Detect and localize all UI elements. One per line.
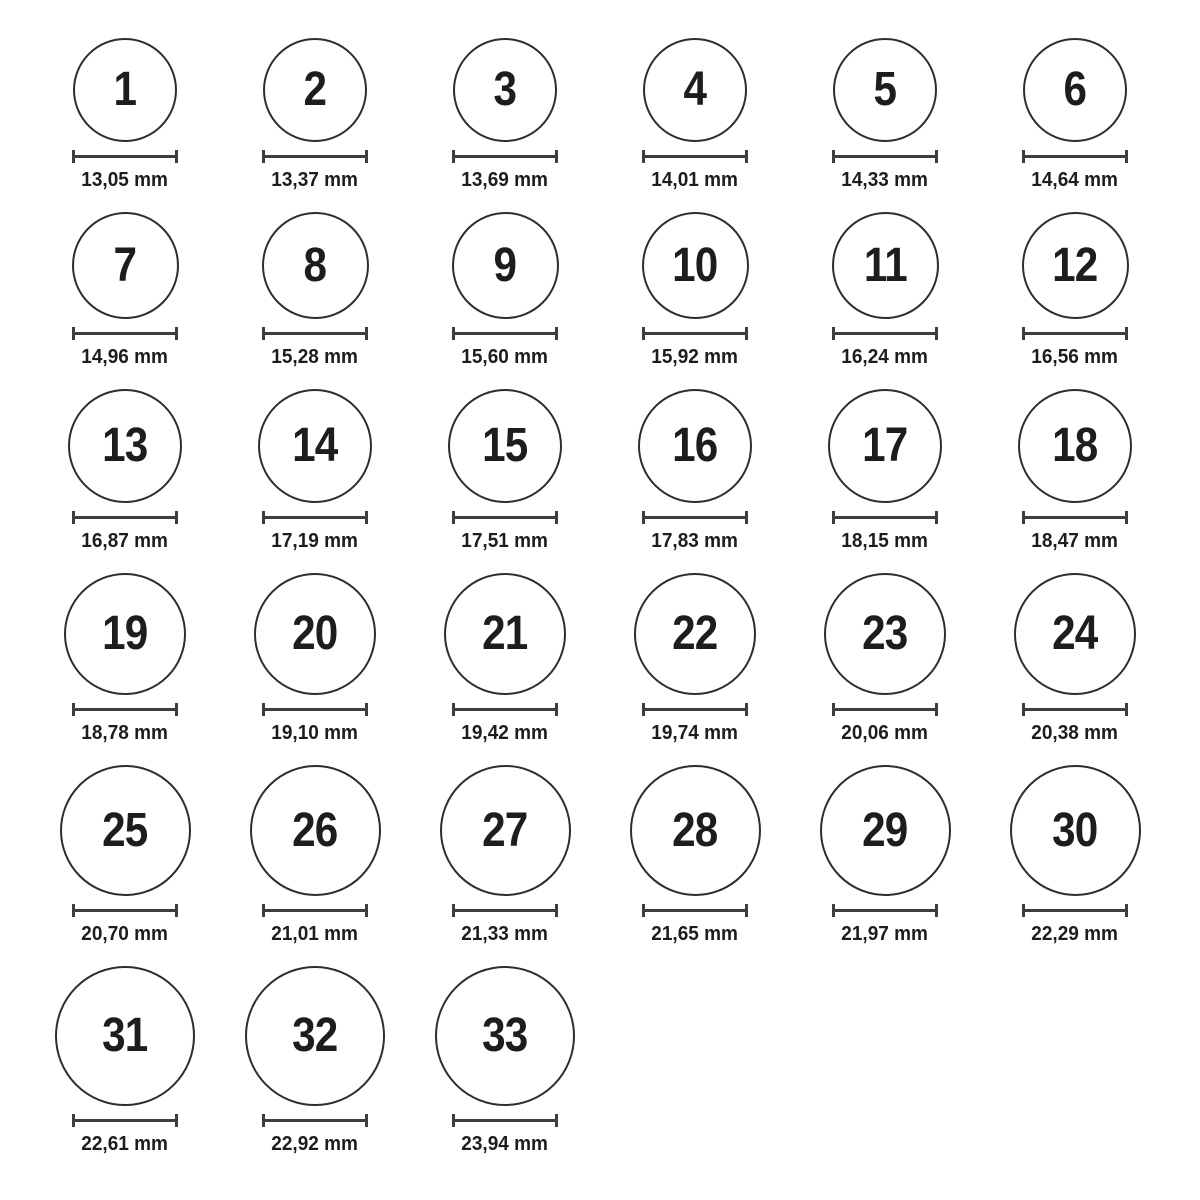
diameter-label: 14,96 mm bbox=[81, 346, 169, 368]
size-circle bbox=[1014, 573, 1136, 695]
diameter-label: 21,97 mm bbox=[841, 923, 929, 945]
size-number: 21 bbox=[482, 607, 528, 660]
size-number: 6 bbox=[1063, 63, 1087, 116]
diameter-measure-line bbox=[72, 511, 178, 524]
diameter-label: 19,74 mm bbox=[651, 722, 739, 744]
measure-bar bbox=[453, 1119, 557, 1122]
measure-bar bbox=[453, 332, 557, 335]
ring-size-cell bbox=[452, 212, 559, 369]
size-number: 32 bbox=[292, 1009, 338, 1062]
tick-right-icon bbox=[555, 904, 558, 917]
diameter-measure-line bbox=[642, 511, 748, 524]
ring-size-cell bbox=[258, 389, 372, 553]
diameter-label: 19,42 mm bbox=[461, 722, 549, 744]
measure-bar bbox=[73, 155, 177, 158]
size-number: 1 bbox=[113, 63, 137, 116]
measure-bar bbox=[73, 708, 177, 711]
measure-bar bbox=[833, 708, 937, 711]
tick-right-icon bbox=[555, 150, 558, 163]
diameter-label: 14,33 mm bbox=[841, 169, 929, 191]
tick-right-icon bbox=[365, 150, 368, 163]
ring-size-cell bbox=[72, 212, 179, 369]
ring-size-cell bbox=[634, 573, 756, 745]
diameter-measure-line bbox=[642, 150, 748, 163]
size-number: 27 bbox=[482, 803, 528, 857]
tick-right-icon bbox=[745, 511, 748, 524]
diameter-measure-line bbox=[262, 703, 368, 716]
diameter-label: 20,38 mm bbox=[1031, 722, 1119, 744]
size-circle bbox=[1023, 38, 1127, 142]
diameter-label: 17,51 mm bbox=[461, 530, 549, 552]
size-circle bbox=[258, 389, 372, 503]
tick-right-icon bbox=[935, 327, 938, 340]
size-number: 23 bbox=[862, 607, 908, 660]
measure-bar bbox=[73, 1119, 177, 1122]
measure-bar bbox=[833, 909, 937, 912]
diameter-label: 19,10 mm bbox=[271, 722, 359, 744]
diameter-label: 15,92 mm bbox=[651, 346, 739, 368]
diameter-label: 21,65 mm bbox=[651, 923, 739, 945]
tick-right-icon bbox=[175, 150, 178, 163]
tick-right-icon bbox=[935, 511, 938, 524]
diameter-measure-line bbox=[452, 1114, 558, 1127]
measure-bar bbox=[73, 332, 177, 335]
size-circle bbox=[642, 212, 749, 319]
diameter-label: 18,78 mm bbox=[81, 722, 169, 744]
size-circle bbox=[55, 966, 195, 1106]
size-number: 9 bbox=[493, 238, 517, 292]
ring-size-cell bbox=[828, 389, 942, 553]
diameter-label: 21,33 mm bbox=[461, 923, 549, 945]
size-number: 5 bbox=[873, 63, 897, 116]
tick-right-icon bbox=[745, 327, 748, 340]
ring-size-cell bbox=[1010, 765, 1141, 946]
size-number: 18 bbox=[1052, 419, 1098, 472]
measure-bar bbox=[263, 332, 367, 335]
measure-bar bbox=[643, 708, 747, 711]
diameter-measure-line bbox=[452, 150, 558, 163]
diameter-measure-line bbox=[642, 327, 748, 340]
ring-size-cell bbox=[254, 573, 376, 745]
size-circle bbox=[643, 38, 747, 142]
tick-right-icon bbox=[1125, 904, 1128, 917]
diameter-label: 18,47 mm bbox=[1031, 530, 1119, 552]
ring-size-cell bbox=[452, 38, 558, 192]
diameter-measure-line bbox=[832, 703, 938, 716]
ring-size-cell bbox=[444, 573, 566, 745]
size-circle bbox=[448, 389, 562, 503]
diameter-measure-line bbox=[832, 150, 938, 163]
diameter-label: 16,24 mm bbox=[841, 346, 929, 368]
measure-bar bbox=[453, 909, 557, 912]
tick-right-icon bbox=[935, 150, 938, 163]
diameter-measure-line bbox=[262, 511, 368, 524]
tick-right-icon bbox=[1125, 327, 1128, 340]
size-number: 3 bbox=[493, 63, 517, 116]
measure-bar bbox=[643, 332, 747, 335]
size-circle bbox=[444, 573, 566, 695]
diameter-measure-line bbox=[72, 904, 178, 917]
size-circle bbox=[832, 212, 939, 319]
size-circle bbox=[72, 212, 179, 319]
tick-right-icon bbox=[935, 904, 938, 917]
diameter-measure-line bbox=[452, 327, 558, 340]
measure-bar bbox=[643, 909, 747, 912]
measure-bar bbox=[643, 516, 747, 519]
size-number: 16 bbox=[672, 419, 718, 472]
size-circle bbox=[440, 765, 571, 896]
diameter-label: 14,01 mm bbox=[651, 169, 739, 191]
size-circle bbox=[824, 573, 946, 695]
diameter-measure-line bbox=[72, 150, 178, 163]
tick-right-icon bbox=[365, 327, 368, 340]
tick-right-icon bbox=[365, 904, 368, 917]
size-circle bbox=[634, 573, 756, 695]
measure-bar bbox=[1023, 708, 1127, 711]
ring-size-cell bbox=[1018, 389, 1132, 553]
diameter-measure-line bbox=[832, 904, 938, 917]
diameter-measure-line bbox=[262, 327, 368, 340]
measure-bar bbox=[263, 909, 367, 912]
measure-bar bbox=[1023, 155, 1127, 158]
size-circle bbox=[435, 966, 575, 1106]
ring-size-cell bbox=[638, 389, 752, 553]
ring-size-cell bbox=[1022, 212, 1129, 369]
size-number: 12 bbox=[1052, 238, 1098, 292]
size-circle bbox=[250, 765, 381, 896]
diameter-measure-line bbox=[832, 511, 938, 524]
diameter-label: 20,06 mm bbox=[841, 722, 929, 744]
tick-right-icon bbox=[1125, 511, 1128, 524]
diameter-label: 23,94 mm bbox=[461, 1133, 549, 1155]
tick-right-icon bbox=[175, 1114, 178, 1127]
diameter-measure-line bbox=[72, 327, 178, 340]
measure-bar bbox=[263, 516, 367, 519]
measure-bar bbox=[453, 155, 557, 158]
ring-size-cell bbox=[68, 389, 182, 553]
size-circle bbox=[452, 212, 559, 319]
diameter-measure-line bbox=[1022, 327, 1128, 340]
ring-size-cell bbox=[262, 38, 368, 192]
ring-size-cell bbox=[832, 212, 939, 369]
size-circle bbox=[820, 765, 951, 896]
diameter-label: 17,83 mm bbox=[651, 530, 739, 552]
size-number: 20 bbox=[292, 607, 338, 660]
diameter-measure-line bbox=[1022, 150, 1128, 163]
size-circle bbox=[1022, 212, 1129, 319]
tick-right-icon bbox=[745, 703, 748, 716]
tick-right-icon bbox=[365, 1114, 368, 1127]
size-circle bbox=[828, 389, 942, 503]
measure-bar bbox=[263, 155, 367, 158]
size-number: 24 bbox=[1052, 607, 1098, 660]
diameter-label: 22,61 mm bbox=[81, 1133, 169, 1155]
size-number: 7 bbox=[113, 238, 137, 292]
ring-size-cell bbox=[262, 212, 369, 369]
measure-bar bbox=[453, 708, 557, 711]
tick-right-icon bbox=[365, 511, 368, 524]
measure-bar bbox=[643, 155, 747, 158]
diameter-measure-line bbox=[832, 327, 938, 340]
tick-right-icon bbox=[555, 703, 558, 716]
ring-size-cell bbox=[245, 966, 385, 1156]
tick-right-icon bbox=[1125, 703, 1128, 716]
size-number: 17 bbox=[862, 419, 908, 472]
size-number: 8 bbox=[303, 238, 327, 292]
ring-size-cell bbox=[630, 765, 761, 946]
diameter-label: 16,87 mm bbox=[81, 530, 169, 552]
diameter-measure-line bbox=[72, 1114, 178, 1127]
size-circle bbox=[68, 389, 182, 503]
size-number: 4 bbox=[683, 63, 707, 116]
diameter-label: 22,92 mm bbox=[271, 1133, 359, 1155]
ring-size-cell bbox=[1014, 573, 1136, 745]
size-number: 15 bbox=[482, 419, 528, 472]
tick-right-icon bbox=[175, 511, 178, 524]
diameter-label: 14,64 mm bbox=[1031, 169, 1119, 191]
size-number: 31 bbox=[102, 1009, 148, 1062]
ring-size-cell bbox=[440, 765, 571, 946]
size-number: 26 bbox=[292, 803, 338, 857]
measure-bar bbox=[1023, 909, 1127, 912]
measure-bar bbox=[263, 708, 367, 711]
size-number: 29 bbox=[862, 803, 908, 857]
size-circle bbox=[1010, 765, 1141, 896]
size-circle bbox=[73, 38, 177, 142]
diameter-label: 13,37 mm bbox=[271, 169, 359, 191]
size-circle bbox=[630, 765, 761, 896]
ring-size-cell bbox=[72, 38, 178, 192]
diameter-measure-line bbox=[642, 904, 748, 917]
size-number: 25 bbox=[102, 803, 148, 857]
ring-size-cell bbox=[642, 38, 748, 192]
diameter-measure-line bbox=[72, 703, 178, 716]
tick-right-icon bbox=[745, 904, 748, 917]
diameter-measure-line bbox=[1022, 511, 1128, 524]
size-number: 33 bbox=[482, 1009, 528, 1062]
tick-right-icon bbox=[555, 327, 558, 340]
size-circle bbox=[638, 389, 752, 503]
ring-size-cell bbox=[64, 573, 186, 745]
ring-size-cell bbox=[642, 212, 749, 369]
size-number: 2 bbox=[303, 63, 327, 116]
size-number: 22 bbox=[672, 607, 718, 660]
size-circle bbox=[833, 38, 937, 142]
measure-bar bbox=[833, 155, 937, 158]
size-circle bbox=[263, 38, 367, 142]
size-number: 19 bbox=[102, 607, 148, 660]
measure-bar bbox=[73, 516, 177, 519]
ring-size-cell bbox=[824, 573, 946, 745]
diameter-measure-line bbox=[262, 150, 368, 163]
size-number: 11 bbox=[863, 238, 907, 292]
size-circle bbox=[60, 765, 191, 896]
diameter-label: 20,70 mm bbox=[81, 923, 169, 945]
tick-right-icon bbox=[175, 703, 178, 716]
ring-size-cell bbox=[55, 966, 195, 1156]
diameter-label: 18,15 mm bbox=[841, 530, 929, 552]
ring-size-cell bbox=[60, 765, 191, 946]
size-number: 13 bbox=[102, 419, 148, 472]
diameter-measure-line bbox=[262, 1114, 368, 1127]
size-number: 10 bbox=[672, 238, 718, 292]
measure-bar bbox=[453, 516, 557, 519]
size-number: 28 bbox=[672, 803, 718, 857]
ring-size-cell bbox=[448, 389, 562, 553]
size-circle bbox=[254, 573, 376, 695]
diameter-label: 13,05 mm bbox=[81, 169, 169, 191]
ring-size-cell bbox=[1022, 38, 1128, 192]
measure-bar bbox=[833, 332, 937, 335]
size-circle bbox=[262, 212, 369, 319]
tick-right-icon bbox=[935, 703, 938, 716]
measure-bar bbox=[1023, 332, 1127, 335]
tick-right-icon bbox=[175, 327, 178, 340]
ring-size-cell bbox=[820, 765, 951, 946]
size-circle bbox=[1018, 389, 1132, 503]
diameter-measure-line bbox=[642, 703, 748, 716]
tick-right-icon bbox=[745, 150, 748, 163]
measure-bar bbox=[73, 909, 177, 912]
tick-right-icon bbox=[365, 703, 368, 716]
diameter-measure-line bbox=[452, 904, 558, 917]
measure-bar bbox=[1023, 516, 1127, 519]
diameter-measure-line bbox=[1022, 703, 1128, 716]
diameter-label: 21,01 mm bbox=[271, 923, 359, 945]
diameter-label: 15,28 mm bbox=[271, 346, 359, 368]
size-circle bbox=[64, 573, 186, 695]
diameter-measure-line bbox=[262, 904, 368, 917]
diameter-measure-line bbox=[452, 511, 558, 524]
size-circle bbox=[453, 38, 557, 142]
tick-right-icon bbox=[1125, 150, 1128, 163]
diameter-label: 17,19 mm bbox=[271, 530, 359, 552]
size-number: 30 bbox=[1052, 803, 1098, 857]
measure-bar bbox=[833, 516, 937, 519]
measure-bar bbox=[263, 1119, 367, 1122]
tick-right-icon bbox=[555, 511, 558, 524]
ring-size-cell bbox=[832, 38, 938, 192]
ring-size-cell bbox=[435, 966, 575, 1156]
tick-right-icon bbox=[175, 904, 178, 917]
size-number: 14 bbox=[292, 419, 338, 472]
diameter-label: 22,29 mm bbox=[1031, 923, 1119, 945]
diameter-measure-line bbox=[1022, 904, 1128, 917]
diameter-measure-line bbox=[452, 703, 558, 716]
size-circle bbox=[245, 966, 385, 1106]
ring-size-cell bbox=[250, 765, 381, 946]
diameter-label: 15,60 mm bbox=[461, 346, 549, 368]
diameter-label: 16,56 mm bbox=[1031, 346, 1119, 368]
diameter-label: 13,69 mm bbox=[461, 169, 549, 191]
tick-right-icon bbox=[555, 1114, 558, 1127]
